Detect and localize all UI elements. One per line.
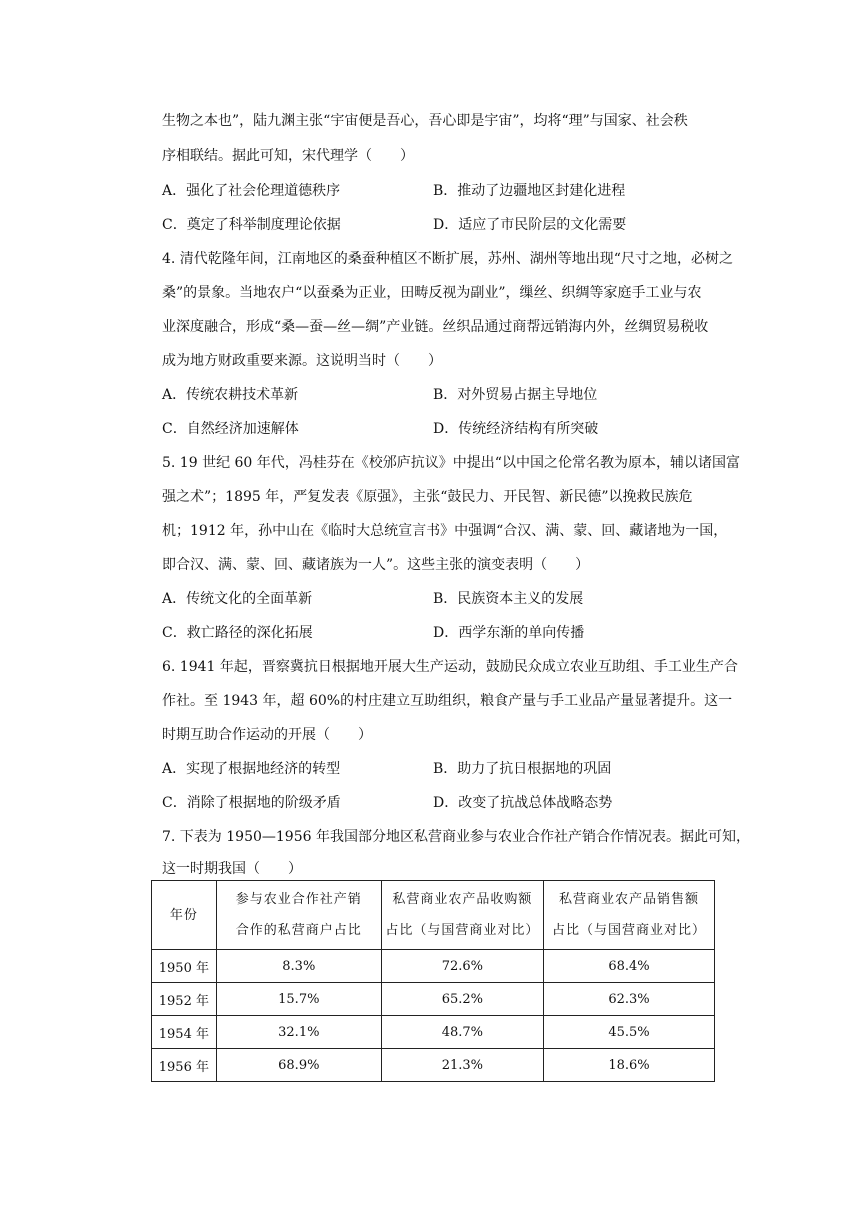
table-cell: 68.4% [543, 950, 714, 983]
table-cell: 18.6% [543, 1049, 714, 1082]
q4-text-line-4: 成为地方财政重要来源。这说明当时（ ） [162, 353, 442, 369]
q6-text-line-2: 作社。至 1943 年，超 60%的村庄建立互助组织，粮食产量与手工业品产量显著提升。这一 [162, 693, 733, 709]
q3-text-line-2: 序相联结。据此可知，宋代理学（ ） [162, 148, 414, 164]
table-cell: 68.9% [216, 1049, 381, 1082]
q5-text-line-4: 即合汉、满、蒙、回、藏诸族为一人”。这些主张的演变表明（ ） [162, 557, 590, 573]
q7-data-table [151, 880, 715, 1082]
q4-option-c[interactable]: C．自然经济加速解体 [162, 421, 299, 437]
table-header-sales: 私营商业农产品销售额 占比（与国营商业对比） [543, 881, 714, 950]
q4-text-line-1: 4. 清代乾隆年间，江南地区的桑蚕种植区不断扩展，苏州、湖州等地出现“尺寸之地，必树之 [162, 251, 733, 267]
table-cell: 72.6% [381, 950, 543, 983]
table-cell: 1952 年 [152, 983, 217, 1016]
table-row [152, 1016, 715, 1049]
table-header-purchase: 私营商业农产品收购额 占比（与国营商业对比） [381, 881, 543, 950]
table-header-year: 年份 [152, 881, 217, 950]
q5-option-b[interactable]: B．民族资本主义的发展 [433, 591, 584, 607]
table-row [152, 983, 715, 1016]
q4-text-line-3: 业深度融合，形成“桑—蚕—丝—绸”产业链。丝织品通过商帮远销海内外，丝绸贸易税收 [162, 319, 709, 335]
q6-option-a[interactable]: A．实现了根据地经济的转型 [162, 761, 341, 777]
q5-option-c[interactable]: C．救亡路径的深化拓展 [162, 625, 313, 641]
q7-text-line-2: 这一时期我国（ ） [162, 861, 302, 877]
table-row [152, 1049, 715, 1082]
table-header-participation: 参与农业合作社产销 合作的私营商户占比 [216, 881, 381, 950]
q4-option-b[interactable]: B．对外贸易占据主导地位 [433, 387, 598, 403]
q7-text-line-1: 7. 下表为 1950—1956 年我国部分地区私营商业参与农业合作社产销合作情况表。据此可知， [162, 829, 750, 845]
table-cell: 32.1% [216, 1016, 381, 1049]
q6-text-line-1: 6. 1941 年起，晋察冀抗日根据地开展大生产运动，鼓励民众成立农业互助组、手工业生产合 [162, 659, 738, 675]
table-cell: 1950 年 [152, 950, 217, 983]
q5-option-a[interactable]: A．传统文化的全面革新 [162, 591, 313, 607]
q5-text-line-2: 强之术”；1895 年，严复发表《原强》，主张“鼓民力、开民智、新民德”以挽救民族危 [162, 489, 693, 505]
table-cell: 1954 年 [152, 1016, 217, 1049]
table-cell: 48.7% [381, 1016, 543, 1049]
q3-option-d[interactable]: D．适应了市民阶层的文化需要 [433, 217, 627, 233]
table-cell: 21.3% [381, 1049, 543, 1082]
q6-option-d[interactable]: D．改变了抗战总体战略态势 [433, 795, 613, 811]
table-cell: 15.7% [216, 983, 381, 1016]
q4-option-a[interactable]: A．传统农耕技术革新 [162, 387, 299, 403]
table-row [152, 950, 715, 983]
q5-option-d[interactable]: D．西学东渐的单向传播 [433, 625, 585, 641]
q5-text-line-1: 5. 19 世纪 60 年代，冯桂芬在《校邠庐抗议》中提出“以中国之伦常名教为原本，辅以诸国富 [162, 455, 740, 471]
q4-text-line-2: 桑”的景象。当地农户“以蚕桑为正业，田畴反视为副业”，缫丝、织绸等家庭手工业与农 [162, 285, 702, 301]
q6-text-line-3: 时期互助合作运动的开展（ ） [162, 727, 372, 743]
table-cell: 8.3% [216, 950, 381, 983]
q4-option-d[interactable]: D．传统经济结构有所突破 [433, 421, 599, 437]
table-cell: 1956 年 [152, 1049, 217, 1082]
table-header-row [152, 881, 715, 950]
q3-text-line-1: 生物之本也”，陆九渊主张“宇宙便是吾心，吾心即是宇宙”，均将“理”与国家、社会秩 [162, 113, 688, 129]
q3-option-b[interactable]: B．推动了边疆地区封建化进程 [433, 183, 626, 199]
table-cell: 62.3% [543, 983, 714, 1016]
table-cell: 65.2% [381, 983, 543, 1016]
q6-option-b[interactable]: B．助力了抗日根据地的巩固 [433, 761, 612, 777]
q3-option-a[interactable]: A．强化了社会伦理道德秩序 [162, 183, 341, 199]
q6-option-c[interactable]: C．消除了根据地的阶级矛盾 [162, 795, 341, 811]
q5-text-line-3: 机；1912 年，孙中山在《临时大总统宣言书》中强调“合汉、满、蒙、回、藏诸地为一国， [162, 523, 728, 539]
table-cell: 45.5% [543, 1016, 714, 1049]
q3-option-c[interactable]: C．奠定了科举制度理论依据 [162, 217, 341, 233]
